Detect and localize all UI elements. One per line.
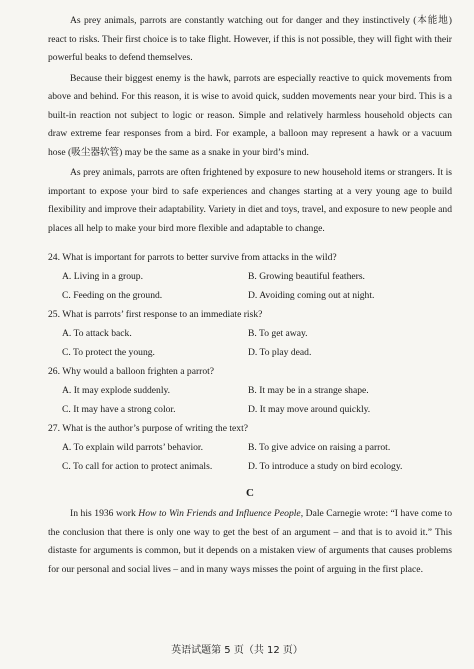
passage-b — [48, 12, 452, 238]
option-b: B. To get away. — [248, 328, 308, 339]
option-b: B. To give advice on raising a parrot. — [248, 442, 391, 453]
option-grid — [48, 438, 452, 476]
option-d: D. Avoiding coming out at night. — [248, 290, 375, 301]
question-list — [48, 248, 452, 476]
option-b: B. Growing beautiful feathers. — [248, 271, 365, 282]
book-title: How to Win Friends and Influence People — [138, 508, 301, 519]
option-grid — [48, 267, 452, 305]
page-footer: 英语试题第 5 页（共 12 页） — [171, 645, 303, 656]
section-c-heading: C — [246, 487, 254, 499]
option-c: C. To call for action to protect animals. — [62, 461, 213, 472]
question-24 — [48, 248, 452, 305]
option-c: C. Feeding on the ground. — [62, 290, 163, 301]
question-stem: 24. What is important for parrots to better survive from attacks in the wild? — [48, 252, 337, 263]
section-c-paragraph — [48, 505, 452, 579]
question-stem: 26. Why would a balloon frighten a parrot? — [48, 366, 215, 377]
option-d: D. To introduce a study on bird ecology. — [248, 461, 403, 472]
paragraph-2: Because their biggest enemy is the hawk, parrots are especially reactive to quick movements from above and behind. For this reason, it is wise to avoid quick, sudden movements near your bird. This is a built-in reaction not subject to logic or reason. Simple and relatively harmless household objects can draw extreme fear responses from a bird. For example, a balloon may represent a hawk or a vacuum hose (吸尘器软管) may be the same as a snake in your bird’s mind. — [48, 72, 452, 158]
question-stem: 27. What is the author’s purpose of writing the text? — [48, 423, 249, 434]
option-c: C. It may have a strong color. — [62, 404, 176, 415]
option-c: C. To protect the young. — [62, 347, 155, 358]
option-grid — [48, 381, 452, 419]
option-a: A. It may explode suddenly. — [62, 385, 171, 396]
question-stem: 25. What is parrots’ first response to an immediate risk? — [48, 309, 263, 320]
option-a: A. Living in a group. — [62, 271, 144, 282]
option-b: B. It may be in a strange shape. — [248, 385, 369, 396]
option-grid — [48, 324, 452, 362]
paragraph-3: As prey animals, parrots are often frightened by exposure to new household items or strangers. It is important to expose your bird to safe experiences and changes starting at a very young age to build flexibility and improve their adaptability. Variety in diet and toys, travel, and exposure to new people and places all help to make your bird more flexible and adaptable to change. — [48, 167, 452, 234]
option-d: D. To play dead. — [248, 347, 312, 358]
intro-text: In his 1936 work — [70, 508, 139, 519]
option-d: D. It may move around quickly. — [248, 404, 371, 415]
question-27 — [48, 419, 452, 476]
intro-continuation: , Dale Carnegie wrote: “I have come to the conclusion that there is only one way to get the best of an argument – and that is to avoid it.” This distaste for arguments is common, but it depends on a mistaken view of arguments that causes problems for our personal and social lives – and in many ways misses the point of arguing in the first place. — [48, 508, 452, 575]
question-26 — [48, 362, 452, 419]
paragraph-1: As prey animals, parrots are constantly watching out for danger and they instinctively (本能地) react to risks. Their first choice is to take flight. However, if this is not possible, they will fight with their powerful beaks to defend themselves. — [48, 15, 452, 63]
option-a: A. To attack back. — [62, 328, 132, 339]
question-25 — [48, 305, 452, 362]
option-a: A. To explain wild parrots’ behavior. — [62, 442, 203, 453]
